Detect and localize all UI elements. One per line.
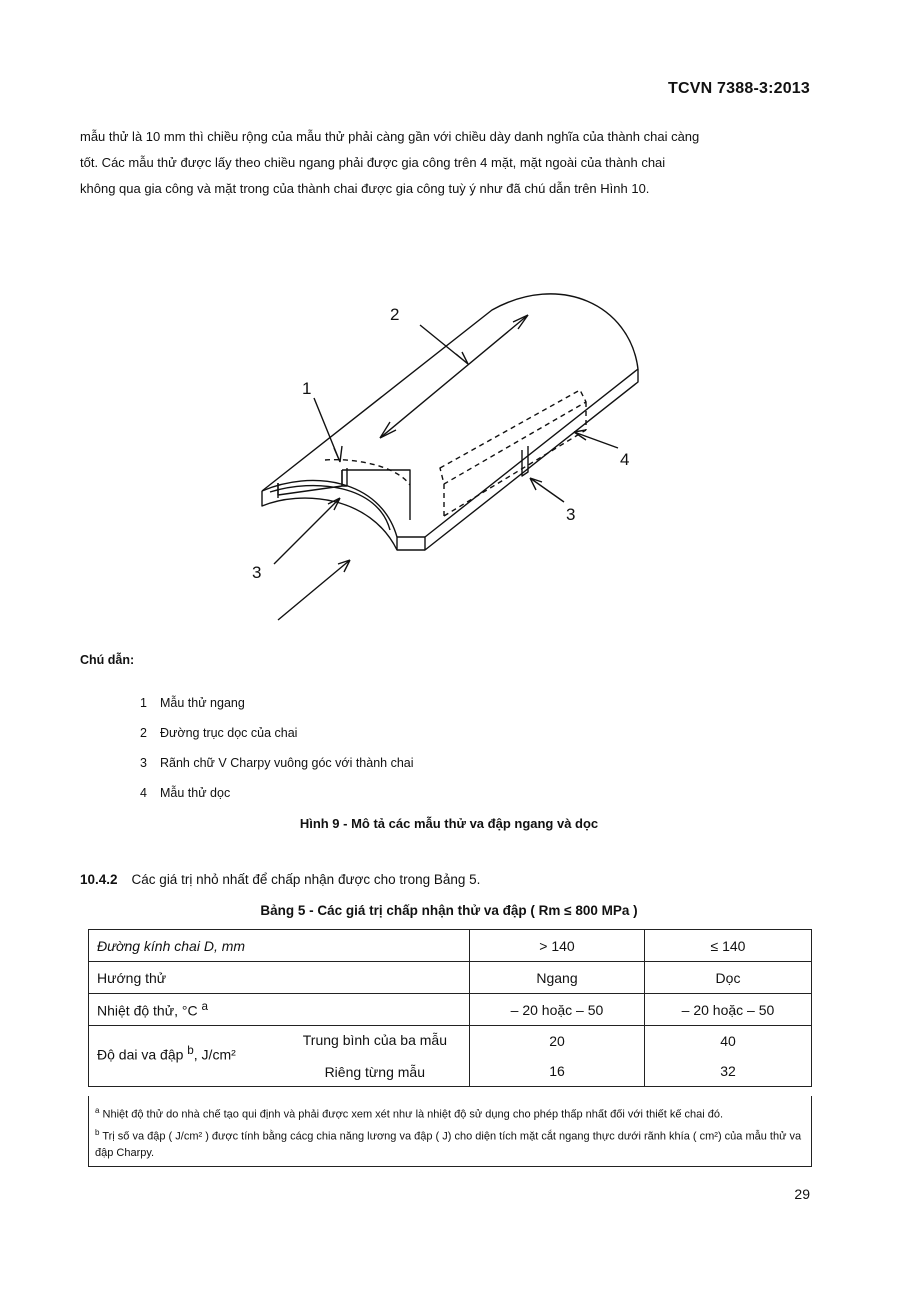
impact-sub-average: Trung bình của ba mẫu [302, 1032, 447, 1048]
label-2: 2 [390, 305, 400, 324]
axis-arrow [380, 315, 528, 438]
figure-9-diagram [230, 280, 660, 640]
cell-diameter-longitudinal: ≤ 140 [645, 930, 812, 962]
table-row [89, 962, 812, 994]
row-label-diameter: Đường kính chai D, mm [89, 930, 470, 962]
cell-diameter-transverse: > 140 [470, 930, 645, 962]
impact-longitudinal-individual: 32 [720, 1063, 736, 1079]
legend-list [140, 693, 414, 813]
legend-item-number: 1 [140, 696, 147, 710]
document-code: TCVN 7388-3:2013 [668, 80, 810, 97]
impact-label: Độ dai va đập [97, 1046, 184, 1063]
clause-number: 10.4.2 [80, 872, 118, 887]
label-4: 4 [620, 450, 630, 469]
label-3-right: 3 [566, 505, 576, 524]
impact-transverse-individual: 16 [549, 1063, 565, 1079]
longitudinal-specimen [440, 390, 586, 516]
figure-caption: Hình 9 - Mô tả các mẫu thử va đập ngang và dọc [299, 816, 599, 831]
table-row [89, 994, 812, 1026]
row-label-temperature: Nhiệt độ thử, °C $^a$ [89, 994, 470, 1026]
legend-item [140, 753, 414, 783]
table-caption: Bảng 5 - Các giá trị chấp nhận thử va đập ( Rm ≤ 800 MPa ) [260, 903, 638, 918]
legend-item [140, 783, 414, 813]
table-row [89, 930, 812, 962]
footnote-b: $^b$ Trị số va đập ( J/cm² ) được tính bằng cácg chia năng lương va đập ( J) cho diện tích mặt cắt ngang thực dưới rãnh khía ( cm²) của mẫu thử va đập Charpy. [95, 1127, 802, 1160]
legend-item [140, 723, 414, 753]
table-row [89, 1026, 812, 1087]
footnote-ref-b: b [187, 1044, 194, 1057]
legend-item-text: Mẫu thử ngang [160, 696, 245, 710]
cell-temperature-transverse: – 20 hoặc – 50 [470, 994, 645, 1026]
front-curved-face [262, 491, 425, 550]
paragraph-line: không qua gia công và mặt trong của thành chai được gia công tuỳ ý như đã chú dẫn trên Hình 10. [80, 181, 650, 196]
legend-item-number: 3 [140, 756, 147, 770]
right-end-face [425, 369, 638, 550]
paragraph-line: mẫu thử là 10 mm thì chiều rộng của mẫu thử phải càng gần với chiều dày danh nghĩa của thành chai càng [80, 129, 700, 144]
cell-direction-longitudinal: Dọc [645, 962, 812, 994]
cell-impact-longitudinal [645, 1026, 812, 1087]
cell-temperature-longitudinal: – 20 hoặc – 50 [645, 994, 812, 1026]
impact-longitudinal-average: 40 [720, 1033, 736, 1049]
legend-item-text: Đường trục dọc của chai [160, 726, 298, 740]
body-paragraph [80, 124, 820, 202]
legend-item-text: Rãnh chữ V Charpy vuông góc với thành chai [160, 756, 414, 770]
footnote-ref-a: a [201, 1000, 208, 1014]
legend-item [140, 693, 414, 723]
impact-sub-individual: Riêng từng mẫu [324, 1064, 425, 1080]
table-5 [88, 929, 812, 1087]
row-label-direction: Hướng thử [89, 962, 470, 994]
label-3-left: 3 [252, 563, 262, 582]
row-label-impact [89, 1026, 470, 1087]
cell-direction-transverse: Ngang [470, 962, 645, 994]
clause-text: Các giá trị nhỏ nhất để chấp nhận được cho trong Bảng 5. [131, 872, 481, 887]
cell-impact-transverse [470, 1026, 645, 1087]
clause [80, 872, 480, 887]
paragraph-line: tốt. Các mẫu thử được lấy theo chiều ngang phải được gia công trên 4 mặt, mặt ngoài của thành chai [80, 155, 666, 170]
transverse-specimen [278, 470, 410, 520]
impact-transverse-average: 20 [549, 1033, 565, 1049]
table-footnotes [88, 1096, 812, 1167]
legend-title: Chú dẫn: [80, 653, 135, 667]
legend-item-number: 2 [140, 726, 147, 740]
v-notch-transverse [342, 468, 347, 486]
footnote-a: $^a$ Nhiệt độ thử do nhà chế tạo qui định và phải được xem xét như là nhiệt độ sử dụng cho phép thấp nhất đối với thiết kế chai đó. [95, 1106, 724, 1121]
impact-unit: , J/cm² [193, 1046, 236, 1063]
legend-item-number: 4 [140, 786, 147, 800]
legend-item-text: Mẫu thử dọc [160, 786, 231, 800]
page-number: 29 [794, 1186, 810, 1202]
label-1: 1 [302, 379, 312, 398]
